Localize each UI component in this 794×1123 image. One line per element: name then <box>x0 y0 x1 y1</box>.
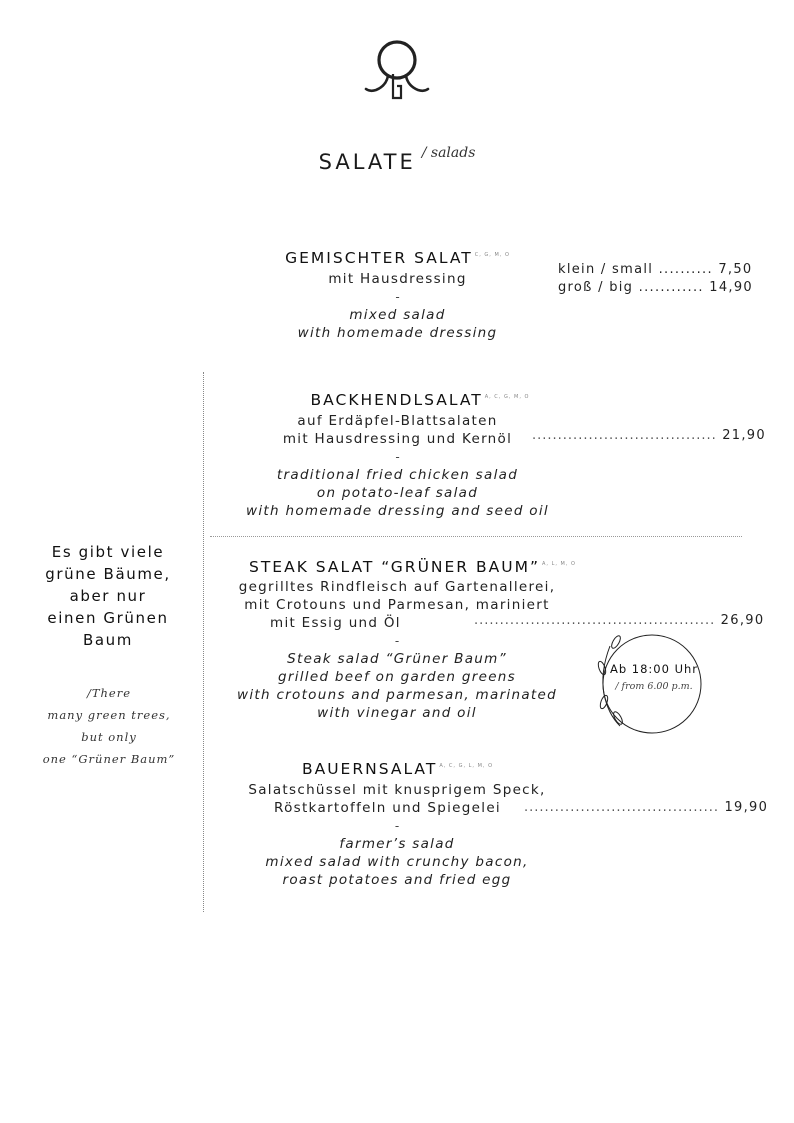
description-de: mit Hausdressing und Kernöl <box>282 431 513 447</box>
description-de: mit Crotouns und Parmesan, mariniert <box>244 597 550 613</box>
description-en: mixed salad with crunchy bacon, <box>265 854 529 870</box>
dot-leader: .................................... <box>532 428 717 443</box>
description-en: Steak salad “Grüner Baum” <box>287 651 507 667</box>
dot-leader: ............................................... <box>474 613 716 628</box>
dot-leader: ...................................... <box>524 800 720 815</box>
description-de: mit Essig und Öl <box>270 615 401 631</box>
price: 19,90 <box>724 800 769 815</box>
description-en: with vinegar and oil <box>317 705 477 721</box>
dish-description <box>215 412 580 520</box>
price-block <box>558 261 758 297</box>
dish-bauernsalat <box>255 760 540 778</box>
allergen-codes: A, C, G, L, M, O <box>439 763 494 769</box>
dish-description <box>212 578 582 722</box>
horizontal-divider <box>210 536 742 537</box>
price-line <box>474 613 764 628</box>
description-en: with homemade dressing <box>297 325 498 341</box>
dish-name: GEMISCHTER SALAT $^{C, G, M, O}$ <box>285 249 510 267</box>
price-big: groß / big ............ 14,90 <box>558 280 753 295</box>
description-en: mixed salad <box>349 307 446 323</box>
description-en: with crotouns and parmesan, marinated <box>237 687 557 703</box>
price-small: klein / small .......... 7,50 <box>558 262 753 277</box>
description-de: Salatschüssel mit knusprigem Speck, <box>248 782 546 798</box>
dish-name: BACKHENDLSALAT $^{A, C, G, M, O}$ <box>310 391 530 409</box>
separator: - <box>394 634 400 648</box>
separator: - <box>395 290 400 304</box>
dish-description <box>220 270 575 342</box>
description-en: traditional fried chicken salad <box>276 467 519 483</box>
description-de: auf Erdäpfel-Blattsalaten <box>297 413 498 429</box>
title-subtitle: / salads <box>421 145 476 161</box>
badge-time: Ab 18:00 Uhr <box>609 662 699 676</box>
allergen-codes: A, L, M, O <box>541 561 576 567</box>
dish-steak-salat <box>215 558 610 576</box>
separator: - <box>394 819 400 833</box>
description-en: with homemade dressing and seed oil <box>246 503 549 519</box>
side-quote-de: Es gibt viele grüne Bäume, aber nur einen Grünen Baum <box>45 543 171 649</box>
dish-description <box>222 781 572 889</box>
dish-backhendlsalat <box>240 391 600 409</box>
dish-name: STEAK SALAT “GRÜNER BAUM” $^{A, L, M, O}$ <box>249 558 576 576</box>
price: 21,90 <box>722 428 766 443</box>
allergen-codes: A, C, G, M, O <box>484 394 530 400</box>
price-line <box>524 800 768 815</box>
description-en: grilled beef on garden greens <box>277 669 516 685</box>
price-line <box>532 428 766 443</box>
dish-name: BAUERNSALAT $^{A, C, G, L, M, O}$ <box>301 760 494 778</box>
description-de: gegrilltes Rindfleisch auf Gartenallerei, <box>238 579 556 595</box>
description-en: farmer’s salad <box>339 836 455 852</box>
description-en: on potato-leaf salad <box>316 485 479 501</box>
side-quote-en: /There many green trees, but only one “Grüner Baum” <box>42 686 176 766</box>
description-en: roast potatoes and fried egg <box>282 872 512 888</box>
allergen-codes: C, G, M, O <box>474 252 510 258</box>
vertical-divider <box>203 372 204 912</box>
description-de: mit Hausdressing <box>328 271 467 287</box>
title-main: SALATE <box>318 150 416 174</box>
price: 26,90 <box>720 613 765 628</box>
description-de: Röstkartoffeln und Spiegelei <box>274 800 501 816</box>
dish-gemischter-salat <box>250 249 545 267</box>
badge-time-en: / from 6.00 p.m. <box>615 681 693 692</box>
page-title <box>0 145 794 174</box>
separator: - <box>395 450 400 464</box>
gruener-baum-logo-icon <box>362 34 432 102</box>
